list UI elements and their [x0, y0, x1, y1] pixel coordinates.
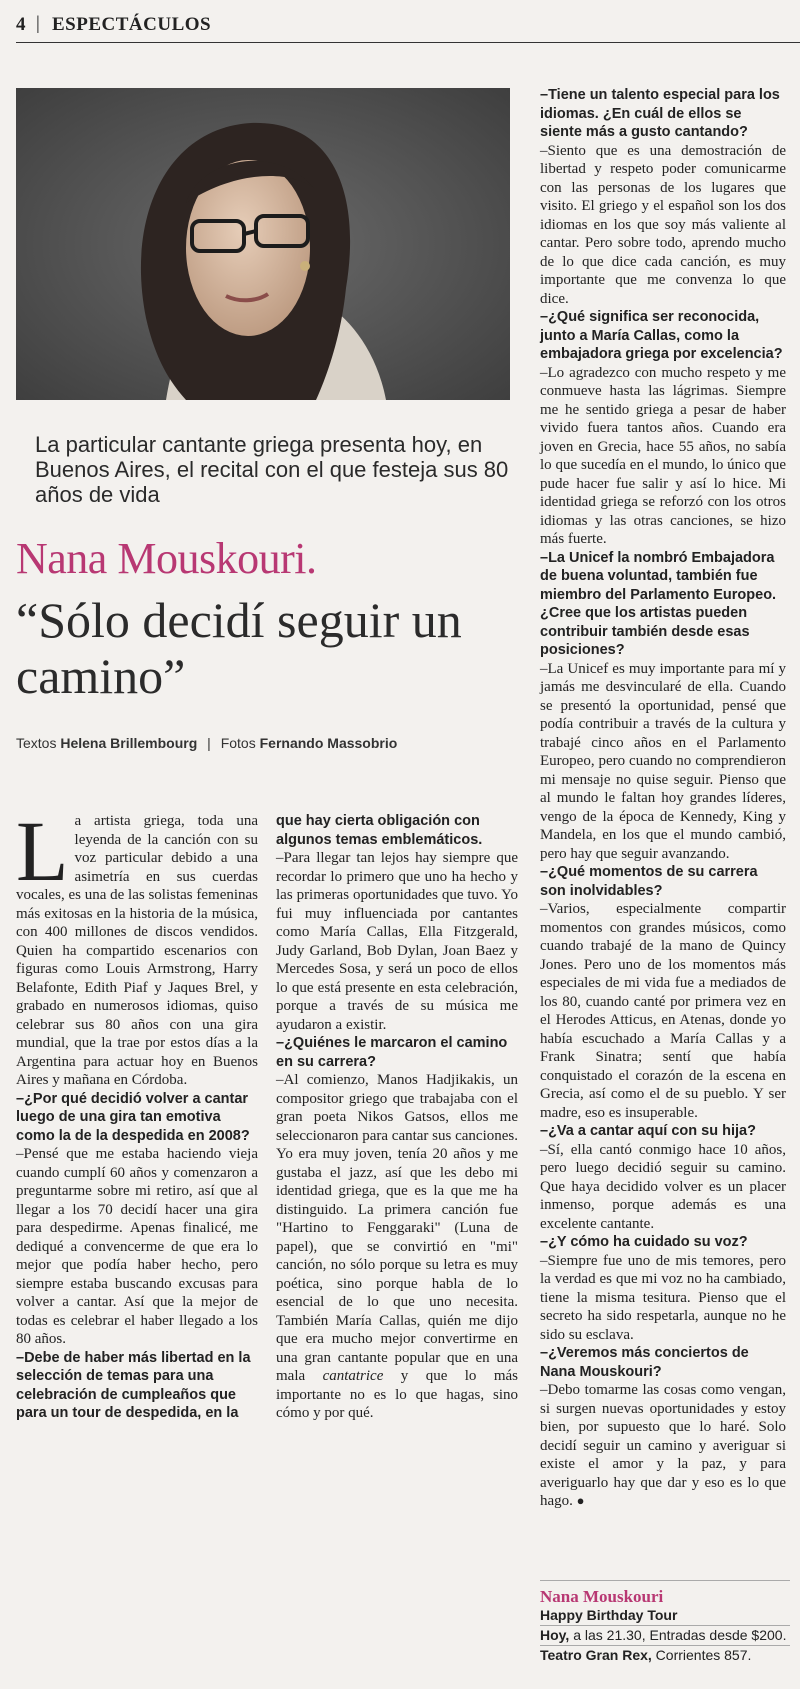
answer-9: –Siempre fue uno de mis temores, pero la verdad es que mi voz no ha cambiado, tiene la misma tesitura. Pienso que el secreto ha sido respetarla, aunque no he sido su esclava.: [540, 1252, 786, 1343]
article-title-name: Nana Mouskouri.: [16, 534, 317, 583]
article-column-3: [540, 86, 786, 1511]
answer-4: –Siento que es una demostración de libertad y respeto poder comunicarme con las personas de los lugares que visito. El griego y el español son los dos idiomas en los que soy más valiente al cantar. Pero sobre todo, aprendo mucho de lo que dice cada canción, es muy importante que me convenza lo que dice.: [540, 142, 786, 307]
answer-6: –La Unicef es muy importante para mí y jamás me desvincularé de ella. Cuando se presentó la oportunidad, pensé que podía contribuir a través de la cultura y trabajé cinco años en el Parlamento Europeo, pero cuando no comprendieron mi mensaje no quise seguir. Pienso que al mundo le faltan hoy grandes líderes, vengo de la época de Kennedy, King y Mandela, en los que el mundo cambió, pero hay que seguir avanzando.: [540, 660, 786, 862]
answer-3: [276, 1071, 518, 1423]
question-6: –La Unicef la nombró Embajadora de buena voluntad, también fue miembro del Parlamento Europeo. ¿Cree que los artistas pueden contribuir también desde esas posiciones?: [540, 549, 777, 658]
question-9: –¿Y cómo ha cuidado su voz?: [540, 1234, 748, 1250]
infobox-when-label: Hoy,: [540, 1627, 570, 1643]
credits-separator: |: [207, 735, 211, 751]
question-4: –Tiene un talento especial para los idiomas. ¿En cuál de ellos se siente más a gusto cantando?: [540, 87, 780, 140]
question-3: –¿Quiénes le marcaron el camino en su carrera?: [276, 1035, 508, 1070]
answer-7: –Varios, especialmente compartir momentos con grandes músicos, como cuando trabajé de la mano de Quincy Jones. Pero uno de los momentos más especiales de mi vida fue a mediados de los 80, cuando canté por primera vez en el Herodes Atticus, en Atenas, donde yo había escuchado a María Callas y a Frank Sinatra; sentí que había conquistado el corazón de la escena en Grecia, así como el de su pueblo. Y ser madre, eso es insuperable.: [540, 901, 786, 1121]
drop-cap: L: [16, 803, 69, 899]
article-column-2: [276, 812, 518, 1423]
event-infobox: [540, 1580, 790, 1665]
page-header: [16, 8, 800, 43]
answer-10-text: –Debo tomarme las cosas como vengan, si surgen nuevas oportunidades y estoy bien, por supuesto que lo haré. Solo decidí seguir un camino y averiguar si existe el amor y la paz, y para averiguarlo hay que dar y eso es lo que hago.: [540, 1382, 786, 1509]
infobox-venue-text: Corrientes 857.: [655, 1647, 752, 1663]
answer-2: –Para llegar tan lejos hay siempre que recordar lo primero que uno ha hecho y las primeras oportunidades que tuvo. Yo fui muy influenciada por cantantes como María Callas, Ella Fitzgerald, Judy Garland, Bob Dylan, Joan Baez y Mercedes Sosa, y será un poco de ellos lo que está presente en esta celebración, porque a través de su música me ayudaron a existir.: [276, 850, 518, 1033]
texts-author: Helena Brillembourg: [60, 735, 198, 751]
answer-3-italic: cantatrice: [322, 1368, 384, 1384]
answer-10: [540, 1381, 786, 1511]
texts-label: Textos: [16, 735, 57, 751]
answer-8: –Sí, ella cantó conmigo hace 10 años, pero luego decidió seguir su camino. Que haya decidido volver es un placer inmenso, porque además es una excelente cantante.: [540, 1141, 786, 1232]
answer-1: –Pensé que me estaba haciendo vieja cuando cumplí 60 años y comenzaron a preguntarme sobre mi retiro, así que al llegar a los 70 decidí hacer una gira para despedirme. Apenas finalicé, me dediqué a convencerme de que era lo mejor que podía haber hecho, pero siempre estaba buscando excusas para volver a cantar. Así que la mejor de todas es celebrar el haber llegado a los 80 años.: [16, 1146, 258, 1347]
infobox-venue: [540, 1645, 790, 1665]
article-credits: [16, 735, 516, 751]
question-1: –¿Por qué decidió volver a cantar luego de una gira tan emotiva como la de la despedida en 2008?: [16, 1090, 250, 1144]
article-title-quote: “Sólo decidí seguir un camino”: [16, 592, 462, 704]
page-number: 4: [16, 14, 26, 35]
infobox-tour: Happy Birthday Tour: [540, 1607, 678, 1623]
infobox-when: [540, 1625, 790, 1645]
question-2-part-1: –Debe de haber más libertad en la selección de temas para una celebración de cumpleaños que para un tour de despedida, en la: [16, 1349, 251, 1421]
question-8: –¿Va a cantar aquí con su hija?: [540, 1123, 756, 1139]
infobox-venue-label: Teatro Gran Rex,: [540, 1647, 652, 1663]
portrait-illustration: [16, 88, 510, 400]
photos-label: Fotos: [220, 735, 256, 751]
end-mark-icon: ●: [576, 1493, 585, 1508]
answer-3-text: –Al comienzo, Manos Hadjikakis, un compositor griego que trabajaba con el gran poeta Nikos Gatsos, ellos me seleccionaron para cantar sus canciones. Yo era muy joven, tenía 20 años y me gustaba el jazz, así que les debo mi identidad griega, que es la que me ha distinguido. La primera canción fue "Hartino to Fenggaraki" (Luna de papel), que se convirtió en "mi" canción, no sólo porque su letra es muy poética, sino porque habla de lo esencial de lo que uno necesita. También María Callas, quién me dijo que era mucho mejor convertirme en una gran cantante popular que en una mala: [276, 1072, 518, 1384]
intro-paragraph: [16, 803, 259, 1090]
question-10: –¿Veremos más conciertos de Nana Mouskouri?: [540, 1345, 749, 1380]
section-name: ESPECTÁCULOS: [52, 14, 212, 35]
portrait-photo: [16, 88, 510, 400]
answer-3-text-end: y que lo más importante no es lo que hagas, sino cómo y por qué.: [276, 1368, 518, 1421]
header-separator: |: [36, 13, 41, 34]
infobox-when-text: a las 21.30, Entradas desde $200.: [573, 1627, 787, 1643]
infobox-artist: Nana Mouskouri: [540, 1587, 664, 1606]
answer-5: –Lo agradezco con mucho respeto y me conmueve hasta las lágrimas. Siempre me he sentido griega a pesar de haber vivido fuera tantos años. Cuando era joven en Grecia, hace 55 años, no sabía lo que sucedía en el mundo, lo único que pude hacer fue salir y así lo hice. Mi identidad griega se reforzó con los otros idiomas y las otras canciones, se hizo más fuerte.: [540, 364, 786, 547]
article-column-1: [16, 803, 259, 1423]
question-5: –¿Qué significa ser reconocida, junto a María Callas, como la embajadora griega por excelencia?: [540, 309, 783, 362]
photos-author: Fernando Massobrio: [259, 735, 398, 751]
intro-text: a artista griega, toda una leyenda de la canción con su voz particular debido a una asimetría en sus cuerdas vocales, es una de las solistas femeninas más exitosas en la historia de la música, con 400 millones de discos vendidos. Quien ha compartido escenarios con figuras como Louis Armstrong, Harry Belafonte, Edith Piaf y Jaques Brel, y grabado en numerosos idiomas, quiso celebrar sus 80 años con una gira mundial, que la trae por estos días a la Argentina para actuar hoy en Buenos Aires y mañana en Córdoba.: [16, 813, 259, 1088]
question-2-part-2: que hay cierta obligación con algunos temas emblemáticos.: [276, 813, 483, 848]
article-subhead: La particular cantante griega presenta hoy, en Buenos Aires, el recital con el que festeja sus 80 años de vida: [35, 432, 509, 507]
question-7: –¿Qué momentos de su carrera son inolvidables?: [540, 864, 758, 899]
